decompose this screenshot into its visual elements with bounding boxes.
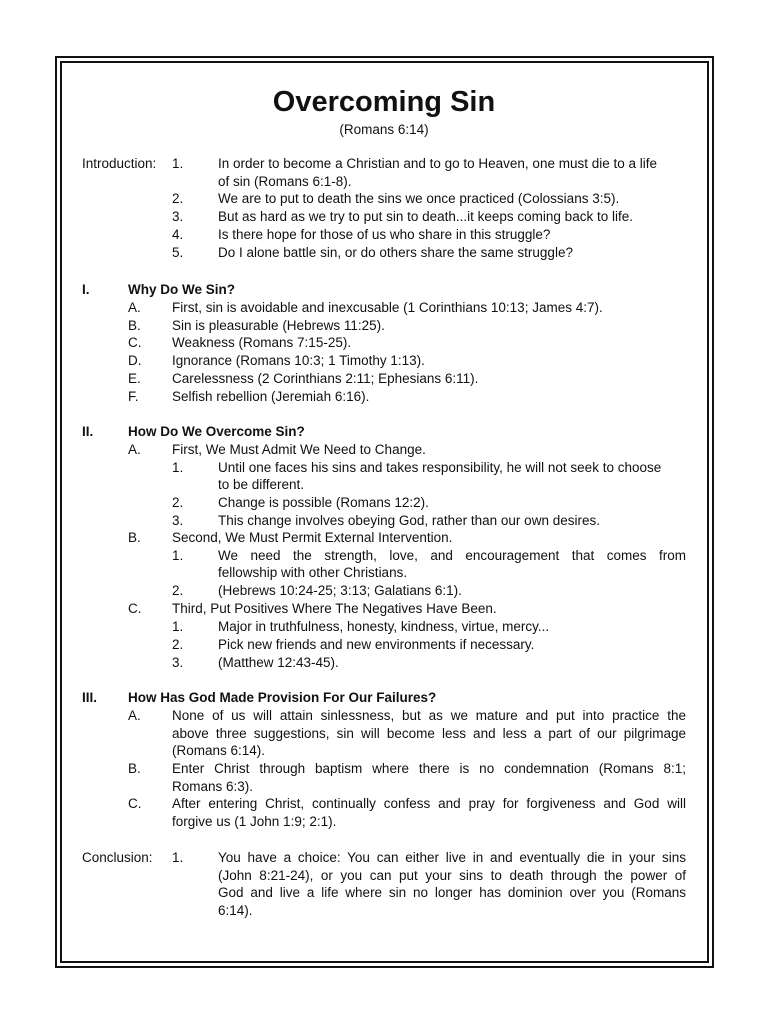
- sub-point-text: (Matthew 12:43-45).: [218, 655, 339, 670]
- sub-point-number: 2.: [172, 495, 184, 510]
- intro-item-text: We are to put to death the sins we once practiced (Colossians 3:5).: [218, 191, 620, 206]
- sub-point-number: 1.: [172, 460, 184, 475]
- point-text: Weakness (Romans 7:15-25).: [172, 335, 352, 350]
- point-text: Second, We Must Permit External Intervention.: [172, 530, 453, 545]
- conclusion-number: 1.: [172, 850, 184, 865]
- section-3-heading: How Has God Made Provision For Our Failures?: [128, 690, 437, 705]
- point-text: First, We Must Admit We Need to Change.: [172, 442, 426, 457]
- sub-point-number: 1.: [172, 548, 184, 563]
- point-letter: B.: [128, 318, 141, 333]
- intro-item-text: But as hard as we try to put sin to death...it keeps coming back to life.: [218, 209, 633, 224]
- sub-point-text: Change is possible (Romans 12:2).: [218, 495, 429, 510]
- conclusion-text: (John 8:21-24), or you can put your sins to death through the power of: [218, 867, 686, 883]
- section-1-heading: Why Do We Sin?: [128, 282, 235, 297]
- sub-point-text: We need the strength, love, and encouragement that comes from: [218, 548, 686, 563]
- point-letter: C.: [128, 335, 142, 350]
- introduction-label: Introduction:: [82, 156, 157, 171]
- point-text: forgive us (1 John 1:9; 2:1).: [172, 813, 337, 829]
- section-2-number: II.: [82, 424, 94, 439]
- sub-point-text: This change involves obeying God, rather than our own desires.: [218, 513, 600, 528]
- sub-point-number: 1.: [172, 619, 184, 634]
- document-title: Overcoming Sin: [272, 86, 496, 118]
- document-subtitle: (Romans 6:14): [339, 122, 429, 137]
- point-text: (Romans 6:14).: [172, 743, 266, 758]
- conclusion-label: Conclusion:: [82, 850, 153, 865]
- point-text: Third, Put Positives Where The Negatives Have Been.: [172, 601, 497, 616]
- intro-item-number: 4.: [172, 227, 184, 242]
- point-text: None of us will attain sinlessness, but as we mature and put into practice the: [172, 708, 686, 723]
- conclusion-text: 6:14).: [218, 902, 253, 918]
- sub-point-text: Pick new friends and new environments if necessary.: [218, 637, 535, 652]
- sub-point-text: Major in truthfulness, honesty, kindness, virtue, mercy...: [218, 619, 550, 634]
- point-text: above three suggestions, sin will become less and less a part of our pilgrimage: [172, 725, 686, 741]
- sub-point-text: Until one faces his sins and takes responsibility, he will not seek to choose: [218, 460, 662, 475]
- sub-point-text: fellowship with other Christians.: [218, 565, 408, 580]
- section-1-number: I.: [82, 282, 90, 297]
- point-letter: F.: [128, 389, 139, 404]
- intro-item-number: 2.: [172, 191, 184, 206]
- intro-item-text: of sin (Romans 6:1-8).: [218, 173, 352, 189]
- conclusion-text: You have a choice: You can either live in and eventually die in your sins: [218, 850, 686, 865]
- intro-item-text: Do I alone battle sin, or do others share the same struggle?: [218, 245, 573, 260]
- point-text: Romans 6:3).: [172, 778, 254, 794]
- point-letter: B.: [128, 530, 141, 545]
- point-letter: A.: [128, 708, 141, 723]
- point-text: Enter Christ through baptism where there is no condemnation (Romans 8:1;: [172, 761, 686, 776]
- sub-point-number: 2.: [172, 637, 184, 652]
- intro-item-number: 5.: [172, 245, 184, 260]
- section-3-number: III.: [82, 690, 98, 705]
- section-2-heading: How Do We Overcome Sin?: [128, 424, 305, 439]
- sub-point-text: (Hebrews 10:24-25; 3:13; Galatians 6:1).: [218, 583, 462, 598]
- sub-point-text: to be different.: [218, 477, 305, 492]
- point-text: After entering Christ, continually confess and pray for forgiveness and God will: [172, 796, 686, 811]
- point-letter: D.: [128, 353, 142, 368]
- point-text: Carelessness (2 Corinthians 2:11; Ephesians 6:11).: [172, 371, 479, 386]
- sub-point-number: 2.: [172, 583, 184, 598]
- sub-point-number: 3.: [172, 513, 184, 528]
- point-text: Ignorance (Romans 10:3; 1 Timothy 1:13).: [172, 353, 425, 368]
- point-letter: A.: [128, 300, 141, 315]
- point-letter: C.: [128, 796, 142, 811]
- point-text: Sin is pleasurable (Hebrews 11:25).: [172, 318, 385, 333]
- intro-item-text: In order to become a Christian and to go to Heaven, one must die to a life: [218, 156, 658, 171]
- intro-item-number: 1.: [172, 156, 184, 171]
- point-letter: C.: [128, 601, 142, 616]
- point-letter: B.: [128, 761, 141, 776]
- point-letter: A.: [128, 442, 141, 457]
- intro-item-text: Is there hope for those of us who share in this struggle?: [218, 227, 551, 242]
- conclusion-text: God and live a life where sin no longer has dominion over you (Romans: [218, 885, 686, 900]
- sub-point-number: 3.: [172, 655, 184, 670]
- point-text: First, sin is avoidable and inexcusable (1 Corinthians 10:13; James 4:7).: [172, 300, 603, 315]
- point-text: Selfish rebellion (Jeremiah 6:16).: [172, 389, 370, 404]
- intro-item-number: 3.: [172, 209, 184, 224]
- point-letter: E.: [128, 371, 141, 386]
